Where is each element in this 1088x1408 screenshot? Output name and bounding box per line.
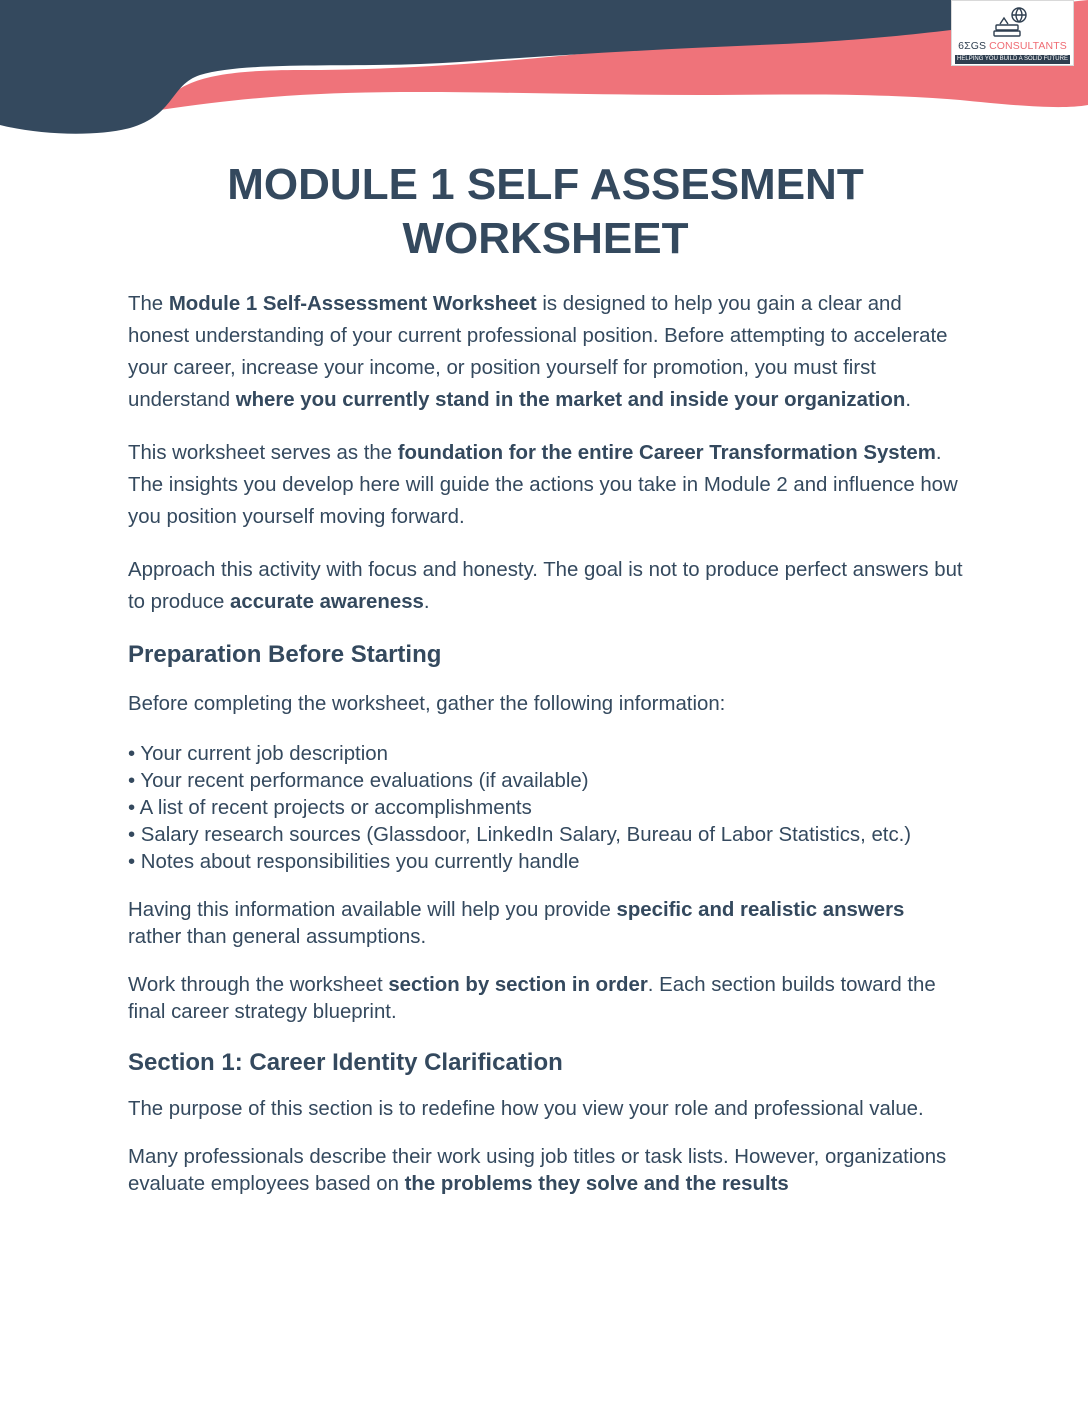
intro-paragraph-3	[128, 554, 963, 618]
preparation-heading: Preparation Before Starting	[128, 641, 442, 668]
list-item: • Notes about responsibilities you currently handle	[128, 851, 580, 873]
logo-name-part1: 6ΣGS	[958, 40, 987, 52]
text-run: . The insights you develop here will guide the actions you take in Module 2 and influence how you position yourself moving forward.	[128, 442, 958, 528]
preparation-order-paragraph	[128, 972, 963, 1026]
text-run: Work through the worksheet	[128, 974, 389, 996]
logo-tagline: HELPING YOU BUILD A SOLID FUTURE	[955, 55, 1070, 64]
logo-name-part2: CONSULTANTS	[986, 40, 1067, 52]
intro-paragraph-1	[128, 288, 963, 416]
header-wave-decoration	[0, 0, 1088, 140]
text-run: This worksheet serves as the	[128, 442, 398, 464]
page-title	[128, 158, 963, 266]
text-run: is designed to help you gain a clear and honest understanding of your current professional position. Before attempting to accelerate your career, increase your income, or position yourself for promotion, you must first understand	[128, 293, 948, 411]
text-run: .	[423, 591, 430, 613]
company-logo	[951, 0, 1074, 66]
logo-wordmark	[952, 40, 1073, 52]
section-1-many-paragraph	[128, 1144, 963, 1198]
bold-run: foundation for the entire Career Transformation System	[397, 442, 936, 464]
document-body	[128, 158, 963, 1219]
text-run: Having this information available will help you provide	[128, 899, 617, 921]
books-globe-icon	[992, 5, 1034, 39]
preparation-lead: Before completing the worksheet, gather the following information:	[128, 693, 726, 715]
list-item: • Your recent performance evaluations (if available)	[128, 770, 589, 792]
bold-run: accurate awareness	[230, 591, 424, 613]
section-1-heading: Section 1: Career Identity Clarification	[128, 1049, 563, 1076]
list-item: • Your current job description	[128, 743, 388, 765]
bold-run: section by section in order	[388, 974, 648, 996]
text-run: Many professionals describe their work using job titles or task lists. However, organizations evaluate employees based on	[128, 1146, 947, 1195]
preparation-list	[128, 741, 963, 876]
intro-paragraph-2	[128, 437, 963, 533]
text-run: rather than general assumptions.	[128, 926, 427, 948]
text-run: . Each section builds toward the final career strategy blueprint.	[128, 974, 936, 1023]
text-run: .	[905, 389, 912, 411]
text-run: Approach this activity with focus and honesty. The goal is not to produce perfect answers but to produce	[128, 559, 963, 613]
text-run: The	[128, 293, 169, 315]
bold-run: Module 1 Self-Assessment Worksheet	[168, 293, 537, 315]
list-item: • Salary research sources (Glassdoor, LinkedIn Salary, Bureau of Labor Statistics, etc.)	[128, 824, 912, 846]
preparation-info-paragraph	[128, 897, 963, 951]
section-1-purpose: The purpose of this section is to redefine how you view your role and professional value.	[128, 1098, 924, 1120]
title-line-2: WORKSHEET	[402, 214, 689, 263]
bold-run: specific and realistic answers	[616, 899, 905, 921]
bold-run: where you currently stand in the market and inside your organization	[235, 389, 906, 411]
bold-run: the problems they solve and the results	[404, 1173, 789, 1195]
list-item: • A list of recent projects or accomplishments	[128, 797, 532, 819]
title-line-1: MODULE 1 SELF ASSESMENT	[227, 160, 864, 209]
